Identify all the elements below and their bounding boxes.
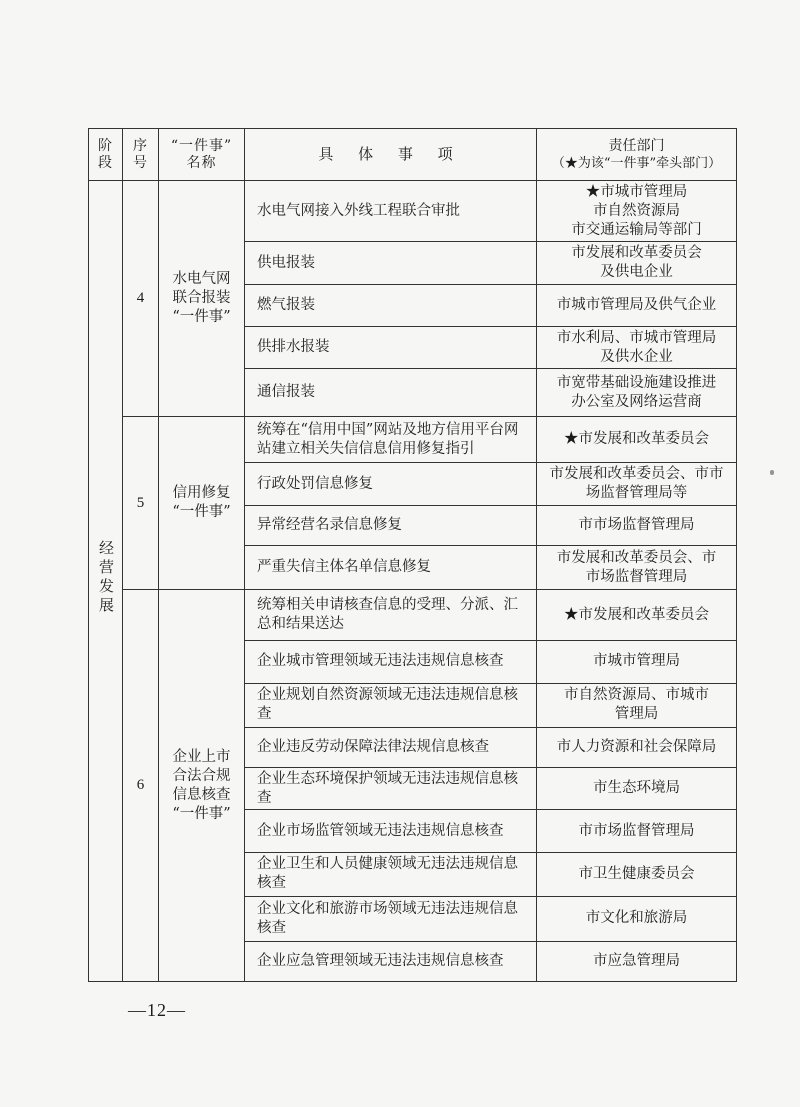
scan-speck bbox=[770, 470, 774, 475]
department-cell: 市城市管理局及供气企业 bbox=[537, 284, 737, 326]
table-body bbox=[89, 181, 737, 982]
seq-cell: 6 bbox=[123, 590, 159, 982]
item-cell: 企业市场监管领域无违法违规信息核查 bbox=[245, 810, 537, 852]
seq-cell: 5 bbox=[123, 416, 159, 590]
department-cell: 市宽带基础设施建设推进 办公室及网络运营商 bbox=[537, 369, 737, 417]
matter-name-cell: 水电气网 联合报装 “一件事” bbox=[159, 181, 245, 417]
department-cell: 市生态环境局 bbox=[537, 768, 737, 810]
department-cell: 市市场监督管理局 bbox=[537, 505, 737, 545]
stage-cell bbox=[89, 181, 123, 982]
department-cell: 市市场监督管理局 bbox=[537, 810, 737, 852]
item-cell: 通信报装 bbox=[245, 369, 537, 417]
header-seq: 序号 bbox=[123, 129, 159, 181]
seq-cell: 4 bbox=[123, 181, 159, 417]
item-cell: 水电气网接入外线工程联合审批 bbox=[245, 181, 537, 242]
header-row bbox=[89, 129, 737, 181]
stage-label: 经营发展 bbox=[97, 540, 115, 616]
department-cell: 市发展和改革委员会、市市 场监督管理局等 bbox=[537, 463, 737, 505]
item-cell: 统筹在“信用中国”网站及地方信用平台网站建立相关失信信息信用修复指引 bbox=[245, 416, 537, 463]
item-cell: 企业城市管理领域无违法违规信息核查 bbox=[245, 641, 537, 683]
page-number: —12— bbox=[128, 1000, 186, 1020]
department-cell: 市自然资源局、市城市 管理局 bbox=[537, 683, 737, 727]
header-name: “一件事” 名称 bbox=[159, 129, 245, 181]
department-cell: 市发展和改革委员会、市 市场监督管理局 bbox=[537, 545, 737, 589]
table-row bbox=[89, 416, 737, 463]
table-row bbox=[89, 181, 737, 242]
matter-name-cell: 信用修复 “一件事” bbox=[159, 416, 245, 590]
item-cell: 企业卫生和人员健康领域无违法违规信息核查 bbox=[245, 852, 537, 896]
item-cell: 严重失信主体名单信息修复 bbox=[245, 545, 537, 589]
department-cell: 市城市管理局 bbox=[537, 641, 737, 683]
item-cell: 供电报装 bbox=[245, 242, 537, 284]
item-cell: 企业生态环境保护领域无违法违规信息核查 bbox=[245, 768, 537, 810]
item-cell: 供排水报装 bbox=[245, 326, 537, 368]
department-cell: 市文化和旅游局 bbox=[537, 897, 737, 941]
item-cell: 行政处罚信息修复 bbox=[245, 463, 537, 505]
responsibility-table bbox=[88, 128, 737, 982]
item-cell: 异常经营名录信息修复 bbox=[245, 505, 537, 545]
item-cell: 企业文化和旅游市场领域无违法违规信息核查 bbox=[245, 897, 537, 941]
department-cell: 市人力资源和社会保障局 bbox=[537, 727, 737, 767]
department-cell: ★市发展和改革委员会 bbox=[537, 590, 737, 641]
item-cell: 燃气报装 bbox=[245, 284, 537, 326]
item-cell: 企业规划自然资源领域无违法违规信息核查 bbox=[245, 683, 537, 727]
department-cell: 市发展和改革委员会 及供电企业 bbox=[537, 242, 737, 284]
matter-name-cell: 企业上市 合法合规 信息核查 “一件事” bbox=[159, 590, 245, 982]
item-cell: 企业应急管理领域无违法违规信息核查 bbox=[245, 941, 537, 981]
department-cell: 市卫生健康委员会 bbox=[537, 852, 737, 896]
header-stage: 阶段 bbox=[89, 129, 123, 181]
item-cell: 企业违反劳动保障法律法规信息核查 bbox=[245, 727, 537, 767]
table-row bbox=[89, 590, 737, 641]
department-cell: 市水利局、市城市管理局 及供水企业 bbox=[537, 326, 737, 368]
header-dept: 责任部门 （★为该“一件事”牵头部门） bbox=[537, 129, 737, 181]
department-cell: ★市城市管理局 市自然资源局 市交通运输局等部门 bbox=[537, 181, 737, 242]
item-cell: 统筹相关申请核查信息的受理、分派、汇总和结果送达 bbox=[245, 590, 537, 641]
header-item: 具 体 事 项 bbox=[245, 129, 537, 181]
department-cell: ★市发展和改革委员会 bbox=[537, 416, 737, 463]
department-cell: 市应急管理局 bbox=[537, 941, 737, 981]
